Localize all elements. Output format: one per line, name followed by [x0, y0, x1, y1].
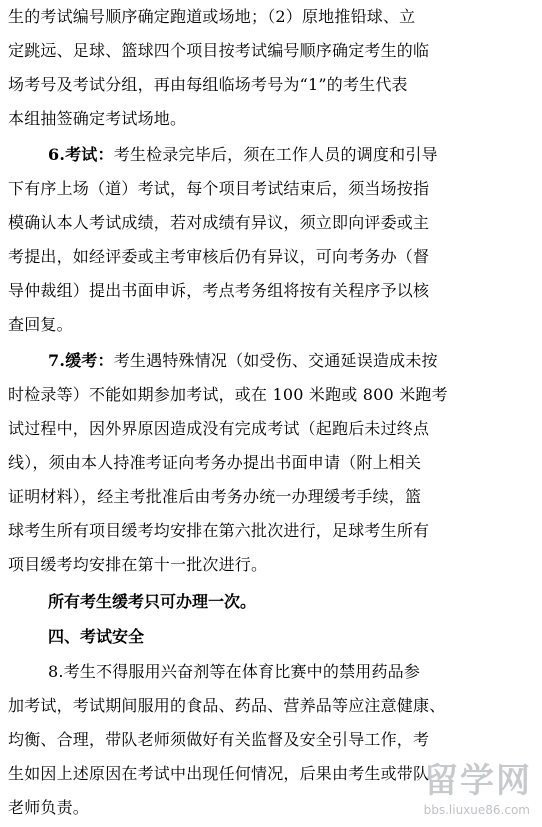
text-line: 定跳远、足球、篮球四个项目按考试编号顺序确定考生的临 [8, 41, 430, 60]
text-line: 项目缓考均安排在第十一批次进行。 [8, 555, 268, 574]
text-line: 考生遇特殊情况（如受伤、交通延误造成未按 [113, 351, 438, 370]
text-line: 生如因上述原因在考试中出现任何情况，后果由考生或带队 [8, 764, 430, 783]
watermark-text: 留学网 [424, 761, 532, 801]
watermark-logo [364, 751, 534, 821]
text-line: 线），须由本人持准考证向考务办提出书面申请（附上相关 [8, 453, 422, 472]
text-line: 本组抽签确定考试场地。 [8, 109, 187, 128]
text-line: 下有序上场（道）考试，每个项目考试结束后，须当场按指 [8, 179, 430, 198]
text-line: 试过程中，因外界原因造成没有完成考试（起跑后未过终点 [8, 419, 430, 438]
text-line: 模确认本人考试成绩，若对成绩有异议，须立即向评委或主 [8, 213, 430, 232]
paragraph-continuation [8, 0, 528, 136]
text-line: 均衡、合理，带队老师须做好有关监督及安全引导工作，考 [8, 730, 430, 749]
text-line: 生的考试编号顺序确定跑道或场地；（2）原地推铅球、立 [8, 7, 416, 26]
text-line: 加考试，考试期间服用的食品、药品、营养品等应注意健康、 [8, 696, 446, 715]
text-line: 场考号及考试分组，再由每组临场考号为“1”的考生代表 [8, 75, 408, 94]
text-line: 考生检录完毕后，须在工作人员的调度和引导 [113, 145, 438, 164]
text-line: 证明材料），经主考批准后由考务办统一办理缓考手续，篮 [8, 487, 422, 506]
section-deferral [8, 344, 528, 582]
text-line: 时检录等）不能如期参加考试，或在 100 米跑或 800 米跑考 [8, 385, 448, 404]
section-heading-safety: 四、考试安全 [48, 627, 145, 646]
text-line: 查回复。 [8, 315, 73, 334]
text-line: 导仲裁组）提出书面申诉，考点考务组将按有关程序予以核 [8, 281, 430, 300]
watermark-url: bbs.liuxue86.com [423, 803, 530, 817]
text-line: 8.考生不得服用兴奋剂等在体育比赛中的禁用药品参 [48, 662, 421, 681]
text-line: 老师负责。 [8, 798, 90, 817]
text-line: 球考生所有项目缓考均安排在第六批次进行，足球考生所有 [8, 521, 430, 540]
section-label-deferral: 7.缓考： [48, 351, 114, 370]
text-line: 考提出，如经评委或主考审核后仍有异议，可向考务办（督 [8, 247, 430, 266]
deferral-notice: 所有考生缓考只可办理一次。 [48, 592, 257, 611]
section-label-exam: 6.考试： [48, 145, 114, 164]
section-exam [8, 138, 528, 342]
